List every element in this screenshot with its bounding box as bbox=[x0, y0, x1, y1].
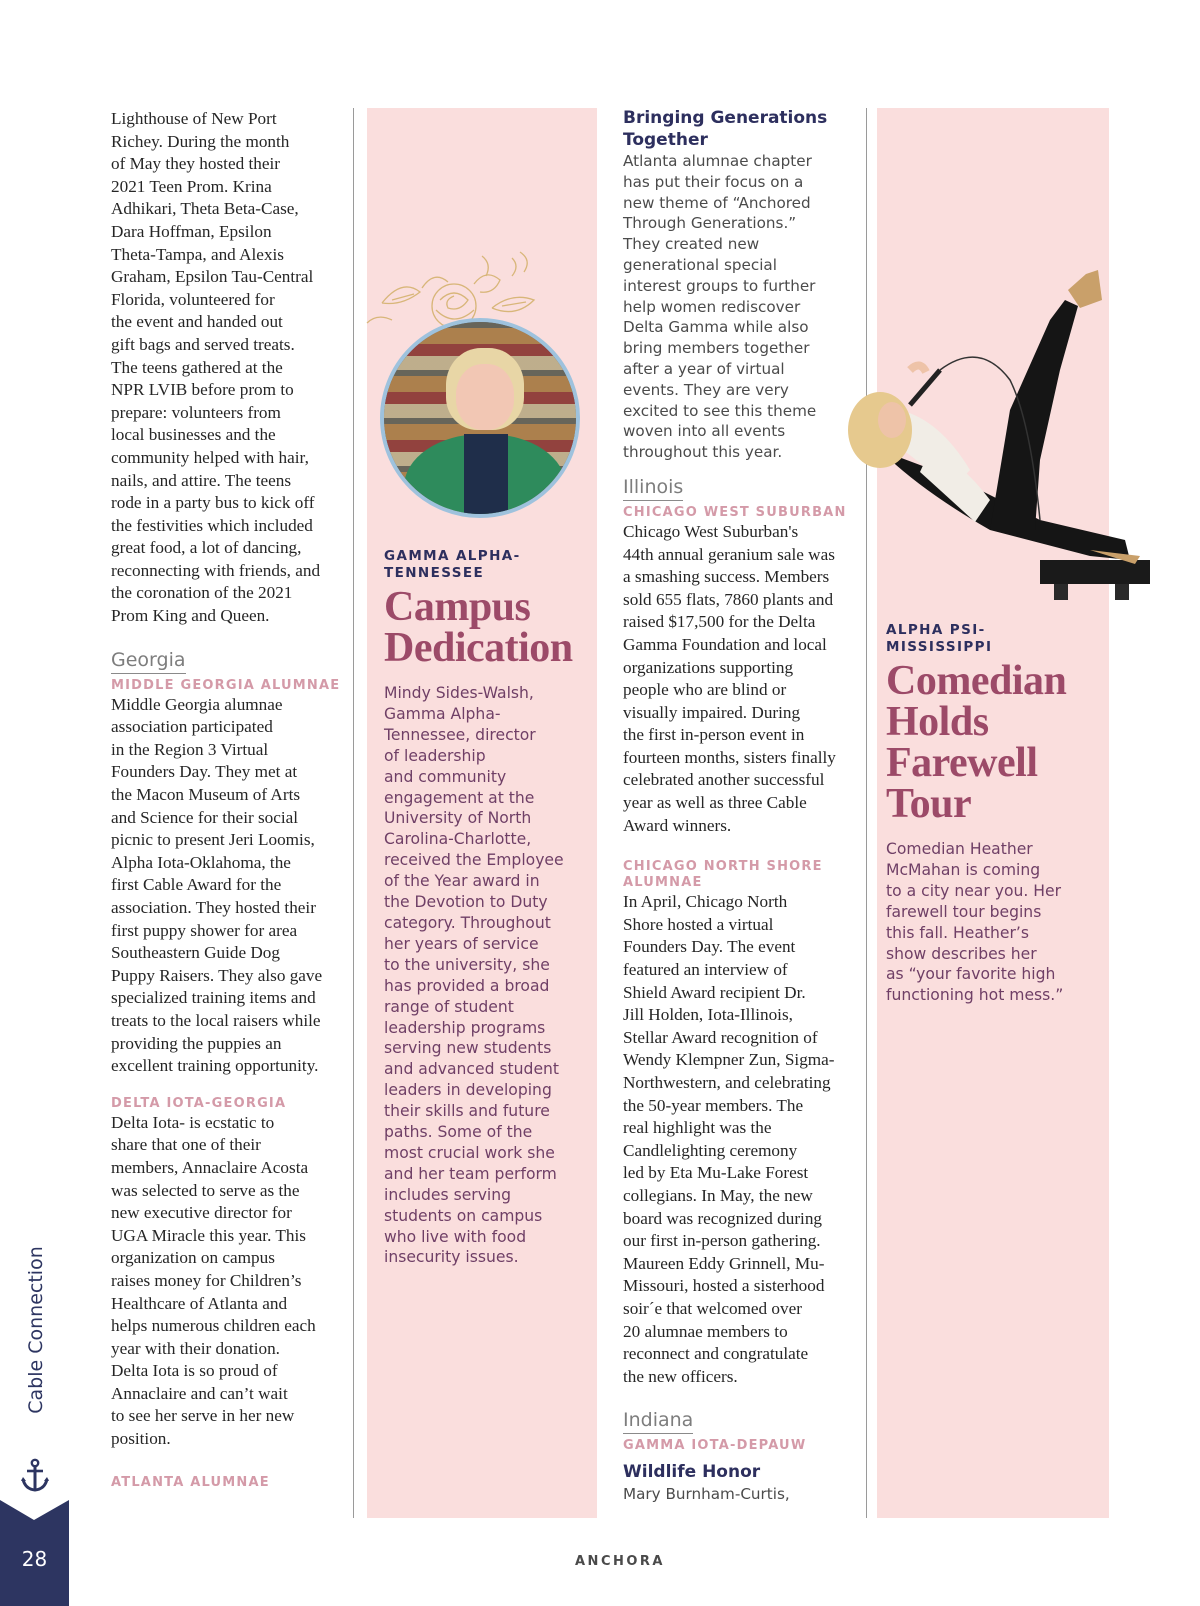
text-line: Prom King and Queen. bbox=[111, 606, 270, 626]
text-line: helps numerous children each bbox=[111, 1316, 316, 1336]
text-line: Adhikari, Theta Beta-Case, bbox=[111, 199, 299, 219]
text-line: University of North bbox=[384, 809, 532, 828]
text-line: Middle Georgia alumnae bbox=[111, 694, 283, 714]
column-2 bbox=[384, 548, 594, 1268]
text-line: Comedian bbox=[886, 658, 1067, 704]
text-line: reconnect and congratulate bbox=[623, 1344, 809, 1364]
text-line: the coronation of the 2021 bbox=[111, 583, 293, 603]
text-line: received the Employee bbox=[384, 851, 564, 870]
text-line: our first in-person gathering. bbox=[623, 1231, 821, 1251]
text-line: includes serving bbox=[384, 1185, 512, 1204]
text-line: new theme of “Anchored bbox=[623, 193, 811, 212]
text-line: They created new bbox=[623, 235, 760, 254]
text-line: excited to see this theme bbox=[623, 401, 817, 420]
text-line: association participated bbox=[111, 717, 273, 737]
chicago-north-paragraph bbox=[623, 891, 855, 1388]
text-line: Through Generations.” bbox=[623, 214, 797, 233]
text-line: soir´e that welcomed over bbox=[623, 1298, 802, 1318]
text-line: interest groups to further bbox=[623, 276, 816, 295]
text-line: Bringing Generations bbox=[623, 108, 828, 128]
text-line: Stellar Award recognition of bbox=[623, 1027, 818, 1047]
text-line: Puppy Raisers. They also gave bbox=[111, 965, 323, 985]
text-line: most crucial work she bbox=[384, 1143, 555, 1162]
text-line: the event and handed out bbox=[111, 312, 283, 332]
text-line: to a city near you. Her bbox=[886, 881, 1062, 900]
middle-georgia-paragraph bbox=[111, 694, 343, 1078]
text-line: this fall. Heather’s bbox=[886, 923, 1029, 942]
text-line: events. They are very bbox=[623, 380, 789, 399]
text-line: of the Year award in bbox=[384, 872, 540, 891]
text-line: McMahan is coming bbox=[886, 860, 1041, 879]
text-line: gift bags and served treats. bbox=[111, 334, 295, 354]
chapter-label-atlanta: ATLANTA ALUMNAE bbox=[111, 1474, 270, 1490]
text-line: of leadership bbox=[384, 746, 486, 765]
text-line: UGA Miracle this year. This bbox=[111, 1225, 306, 1245]
text-line: treats to the local raisers while bbox=[111, 1010, 321, 1030]
text-line: bring members together bbox=[623, 339, 810, 358]
text-line: local businesses and the bbox=[111, 425, 276, 445]
text-line: Maureen Eddy Grinnell, Mu- bbox=[623, 1253, 825, 1273]
text-line: Gamma Alpha- bbox=[384, 704, 501, 723]
text-line: Lighthouse of New Port bbox=[111, 109, 277, 128]
text-line: the Devotion to Duty bbox=[384, 893, 548, 912]
wildlife-paragraph: Mary Burnham-Curtis, bbox=[623, 1484, 790, 1503]
comedian-paragraph bbox=[886, 839, 1101, 1006]
text-line: year as well as three Cable bbox=[623, 793, 807, 813]
text-line: raised $17,500 for the Delta bbox=[623, 612, 816, 632]
text-line: real highlight was the bbox=[623, 1118, 772, 1138]
text-line: prepare: volunteers from bbox=[111, 402, 281, 422]
column-4 bbox=[886, 622, 1101, 1006]
chapter-label-gamma-alpha bbox=[384, 548, 594, 581]
text-line: Theta-Tampa, and Alexis bbox=[111, 244, 284, 264]
text-line: Founders Day. They met at bbox=[111, 762, 298, 782]
text-line: 2021 Teen Prom. Krina bbox=[111, 176, 272, 196]
text-line: show describes her bbox=[886, 944, 1037, 963]
text-line: has provided a broad bbox=[384, 976, 550, 995]
text-line: new executive director for bbox=[111, 1203, 292, 1223]
comedian-photo bbox=[840, 260, 1150, 600]
text-line: Carolina-Charlotte, bbox=[384, 830, 532, 849]
text-line: led by Eta Mu-Lake Forest bbox=[623, 1163, 809, 1183]
text-line: collegians. In May, the new bbox=[623, 1185, 813, 1205]
text-line: their skills and future bbox=[384, 1102, 550, 1121]
text-line: ALUMNAE bbox=[623, 875, 703, 891]
anchor-icon bbox=[20, 1458, 50, 1494]
text-line: in the Region 3 Virtual bbox=[111, 739, 269, 759]
text-line: first Cable Award for the bbox=[111, 875, 282, 895]
text-line: the festivities which included bbox=[111, 515, 313, 535]
text-line: generational special bbox=[623, 255, 777, 274]
text-line: great food, a lot of dancing, bbox=[111, 538, 302, 558]
text-line: after a year of virtual bbox=[623, 359, 785, 378]
text-line: and advanced student bbox=[384, 1060, 560, 1079]
text-line: of May they hosted their bbox=[111, 154, 280, 174]
text-line: paths. Some of the bbox=[384, 1123, 533, 1142]
text-line: 44th annual geranium sale was bbox=[623, 544, 835, 564]
text-line: leaders in developing bbox=[384, 1081, 552, 1100]
text-line: Shield Award recipient Dr. bbox=[623, 982, 806, 1002]
headline-comedian-farewell bbox=[886, 658, 1101, 827]
text-line: share that one of their bbox=[111, 1135, 261, 1155]
text-line: Dedication bbox=[384, 625, 573, 671]
subhead-wildlife-honor: Wildlife Honor bbox=[623, 1462, 761, 1483]
atlanta-paragraph bbox=[623, 151, 855, 463]
text-line: the new officers. bbox=[623, 1366, 738, 1386]
delta-iota-paragraph bbox=[111, 1112, 343, 1451]
text-line: insecurity issues. bbox=[384, 1248, 519, 1267]
chapter-label-depauw: GAMMA IOTA-DEPAUW bbox=[623, 1438, 807, 1454]
text-line: throughout this year. bbox=[623, 443, 783, 462]
text-line: Together bbox=[623, 129, 708, 150]
text-line: sold 655 flats, 7860 plants and bbox=[623, 589, 834, 609]
text-line: Alpha Iota-Oklahoma, the bbox=[111, 852, 291, 872]
text-line: Campus bbox=[384, 584, 531, 630]
text-line: NPR LVIB before prom to bbox=[111, 380, 294, 400]
chapter-label-middle-georgia: MIDDLE GEORGIA ALUMNAE bbox=[111, 677, 341, 693]
text-line: Award winners. bbox=[623, 815, 732, 835]
person-blouse bbox=[464, 434, 508, 518]
text-line: to the university, she bbox=[384, 955, 550, 974]
text-line: TENNESSEE bbox=[384, 564, 485, 581]
text-line: The teens gathered at the bbox=[111, 357, 283, 377]
magazine-name: ANCHORA bbox=[575, 1554, 665, 1569]
text-line: year with their donation. bbox=[111, 1338, 280, 1358]
text-line: featured an interview of bbox=[623, 960, 788, 980]
text-line: as “your favorite high bbox=[886, 965, 1056, 984]
intro-paragraph bbox=[111, 108, 343, 628]
text-line: MISSISSIPPI bbox=[886, 638, 993, 655]
text-line: 20 alumnae members to bbox=[623, 1321, 788, 1341]
text-line: raises money for Children’s bbox=[111, 1270, 302, 1290]
text-line: Delta Iota- is ecstatic to bbox=[111, 1112, 275, 1132]
text-line: association. They hosted their bbox=[111, 898, 316, 917]
text-line: GAMMA ALPHA- bbox=[384, 548, 521, 564]
text-line: visually impaired. During bbox=[623, 702, 801, 722]
text-line: range of student bbox=[384, 997, 514, 1016]
text-line: nails, and attire. The teens bbox=[111, 470, 292, 490]
text-line: Richey. During the month bbox=[111, 131, 290, 151]
text-line: organization on campus bbox=[111, 1248, 275, 1268]
text-line: In April, Chicago North bbox=[623, 892, 788, 912]
chapter-label-chicago-north bbox=[623, 859, 855, 891]
text-line: the 50-year members. The bbox=[623, 1095, 804, 1115]
state-heading-illinois: Illinois bbox=[623, 475, 683, 501]
text-line: Farewell bbox=[886, 740, 1038, 786]
text-line: to see her serve in her new bbox=[111, 1406, 295, 1426]
text-line: students on campus bbox=[384, 1206, 543, 1225]
text-line: members, Annaclaire Acosta bbox=[111, 1157, 309, 1177]
text-line: and community bbox=[384, 767, 507, 786]
text-line: rode in a party bus to kick off bbox=[111, 493, 315, 513]
state-heading-georgia: Georgia bbox=[111, 648, 186, 674]
text-line: engagement at the bbox=[384, 788, 535, 807]
text-line: Gamma Foundation and local bbox=[623, 634, 827, 654]
text-line: and her team perform bbox=[384, 1164, 557, 1183]
text-line: people who are blind or bbox=[623, 680, 787, 700]
chapter-label-alpha-psi bbox=[886, 622, 1101, 655]
text-line: the Macon Museum of Arts bbox=[111, 785, 301, 805]
text-line: community helped with hair, bbox=[111, 447, 309, 467]
text-line: CHICAGO NORTH SHORE bbox=[623, 859, 823, 875]
text-line: board was recognized during bbox=[623, 1208, 823, 1228]
section-title: Cable Connection bbox=[25, 1246, 47, 1414]
text-line: category. Throughout bbox=[384, 913, 551, 932]
text-line: Wendy Klempner Zun, Sigma- bbox=[623, 1050, 835, 1070]
text-line: Mindy Sides-Walsh, bbox=[384, 684, 534, 702]
text-line: Atlanta alumnae chapter bbox=[623, 152, 812, 170]
page-number: 28 bbox=[21, 1547, 48, 1571]
text-line: Tour bbox=[886, 781, 972, 827]
text-line: Florida, volunteered for bbox=[111, 289, 275, 309]
text-line: picnic to present Jeri Loomis, bbox=[111, 830, 315, 850]
person-face bbox=[456, 364, 514, 430]
text-line: Southeastern Guide Dog bbox=[111, 943, 280, 963]
text-line: providing the puppies an bbox=[111, 1033, 282, 1053]
campus-dedication-paragraph bbox=[384, 683, 594, 1268]
state-heading-indiana: Indiana bbox=[623, 1408, 693, 1434]
headline-campus-dedication bbox=[384, 584, 594, 671]
text-line: specialized training items and bbox=[111, 988, 316, 1008]
text-line: the first in-person event in bbox=[623, 725, 805, 745]
text-line: reconnecting with friends, and bbox=[111, 560, 321, 580]
text-line: Missouri, hosted a sisterhood bbox=[623, 1276, 825, 1296]
text-line: help women rediscover bbox=[623, 297, 801, 316]
chapter-label-chicago-west: CHICAGO WEST SUBURBAN bbox=[623, 504, 847, 520]
text-line: position. bbox=[111, 1429, 171, 1449]
text-line: was selected to serve as the bbox=[111, 1180, 300, 1200]
text-line: Founders Day. The event bbox=[623, 937, 796, 957]
text-line: excellent training opportunity. bbox=[111, 1056, 319, 1076]
text-line: Comedian Heather bbox=[886, 840, 1033, 858]
text-line: ALPHA PSI- bbox=[886, 622, 986, 638]
text-line: Tennessee, director bbox=[384, 725, 536, 744]
text-line: Delta Gamma while also bbox=[623, 318, 809, 337]
text-line: Holds bbox=[886, 699, 989, 745]
chapter-label-delta-iota: DELTA IOTA-GEORGIA bbox=[111, 1095, 287, 1111]
text-line: her years of service bbox=[384, 934, 539, 953]
text-line: Graham, Epsilon Tau-Central bbox=[111, 267, 314, 287]
text-line: fourteen months, sisters finally bbox=[623, 747, 836, 767]
text-line: serving new students bbox=[384, 1039, 552, 1058]
text-line: a smashing success. Members bbox=[623, 567, 830, 587]
chicago-west-paragraph bbox=[623, 521, 855, 837]
text-line: celebrated another successful bbox=[623, 770, 825, 790]
text-line: Dara Hoffman, Epsilon bbox=[111, 221, 272, 241]
text-line: who live with food bbox=[384, 1227, 527, 1246]
text-line: Chicago West Suburban's bbox=[623, 521, 799, 541]
text-line: Northwestern, and celebrating bbox=[623, 1073, 831, 1093]
text-line: Annaclaire and can’t wait bbox=[111, 1383, 288, 1403]
text-line: farewell tour begins bbox=[886, 902, 1042, 921]
text-line: and Science for their social bbox=[111, 807, 299, 827]
column-1 bbox=[111, 108, 343, 1491]
text-line: Jill Holden, Iota-Illinois, bbox=[623, 1005, 793, 1025]
column-divider bbox=[353, 108, 354, 1518]
text-line: Delta Iota is so proud of bbox=[111, 1361, 278, 1381]
column-3 bbox=[623, 108, 855, 1505]
text-line: Healthcare of Atlanta and bbox=[111, 1293, 288, 1313]
subhead-bringing-generations bbox=[623, 108, 855, 151]
text-line: woven into all events bbox=[623, 422, 786, 441]
text-line: Candlelighting ceremony bbox=[623, 1140, 798, 1160]
text-line: functioning hot mess.” bbox=[886, 986, 1064, 1005]
text-line: leadership programs bbox=[384, 1018, 546, 1037]
text-line: Shore hosted a virtual bbox=[623, 914, 774, 934]
text-line: has put their focus on a bbox=[623, 172, 804, 191]
text-line: first puppy shower for area bbox=[111, 920, 298, 940]
portrait-photo bbox=[380, 318, 580, 518]
text-line: organizations supporting bbox=[623, 657, 794, 677]
